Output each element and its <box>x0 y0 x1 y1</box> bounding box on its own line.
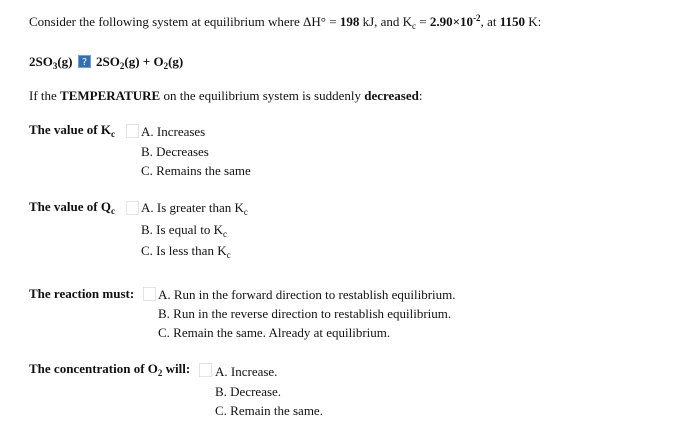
temperature-value: 1150 <box>499 14 525 29</box>
equilibrium-arrow-icon <box>78 55 91 68</box>
kc-value: $2.90\times 10^{-2}$ <box>429 13 481 29</box>
q4-option-a: A. Increase. <box>215 364 278 379</box>
q1-label: The value of $K_c$ <box>29 122 115 139</box>
q1-answer-blank[interactable] <box>124 122 141 140</box>
problem-statement: Consider the following system at equilibrium where ΔH° = 198 kJ, and $K_c = 2.90\times 10^{-2}$, at 1150 K: <box>29 13 542 31</box>
q4-label: The concentration of $O_2$ will: <box>29 361 191 378</box>
q2-answer-blank[interactable] <box>124 199 141 217</box>
delta-h-value: 198 <box>339 14 360 29</box>
q2-option-a: A. Is greater than $K_c$ <box>141 200 248 217</box>
equation-products: $2SO_2(g) + O_2(g)$ <box>96 54 184 71</box>
q3-label: The reaction must: <box>29 286 135 301</box>
svg-text:?: ? <box>81 57 87 68</box>
equation-reactant: $2SO_3(g)$ <box>29 54 73 71</box>
q4-option-c: C. Remain the same. <box>215 403 323 418</box>
q3-option-c: C. Remain the same. Already at equilibrium. <box>158 325 391 340</box>
q4-option-b: B. Decrease. <box>215 384 282 399</box>
q4-answer-blank[interactable] <box>197 361 214 379</box>
q2-option-c: C. Is less than $K_c$ <box>141 243 231 260</box>
q2-label: The value of $Q_c$ <box>29 199 115 216</box>
q3-option-b: B. Run in the reverse direction to restablish equilibrium. <box>158 306 452 321</box>
q3-option-a: A. Run in the forward direction to restablish equilibrium. <box>158 287 456 302</box>
chemical-equation <box>29 54 183 70</box>
q1-option-a: A. Increases <box>141 124 206 139</box>
q3-answer-blank[interactable] <box>141 285 158 303</box>
q1-option-b: B. Decreases <box>141 144 209 159</box>
q1-option-c: C. Remains the same <box>141 163 251 178</box>
q2-option-b: B. Is equal to $K_c$ <box>141 222 227 239</box>
condition-statement: If the TEMPERATURE on the equilibrium system is suddenly decreased: <box>29 88 423 103</box>
